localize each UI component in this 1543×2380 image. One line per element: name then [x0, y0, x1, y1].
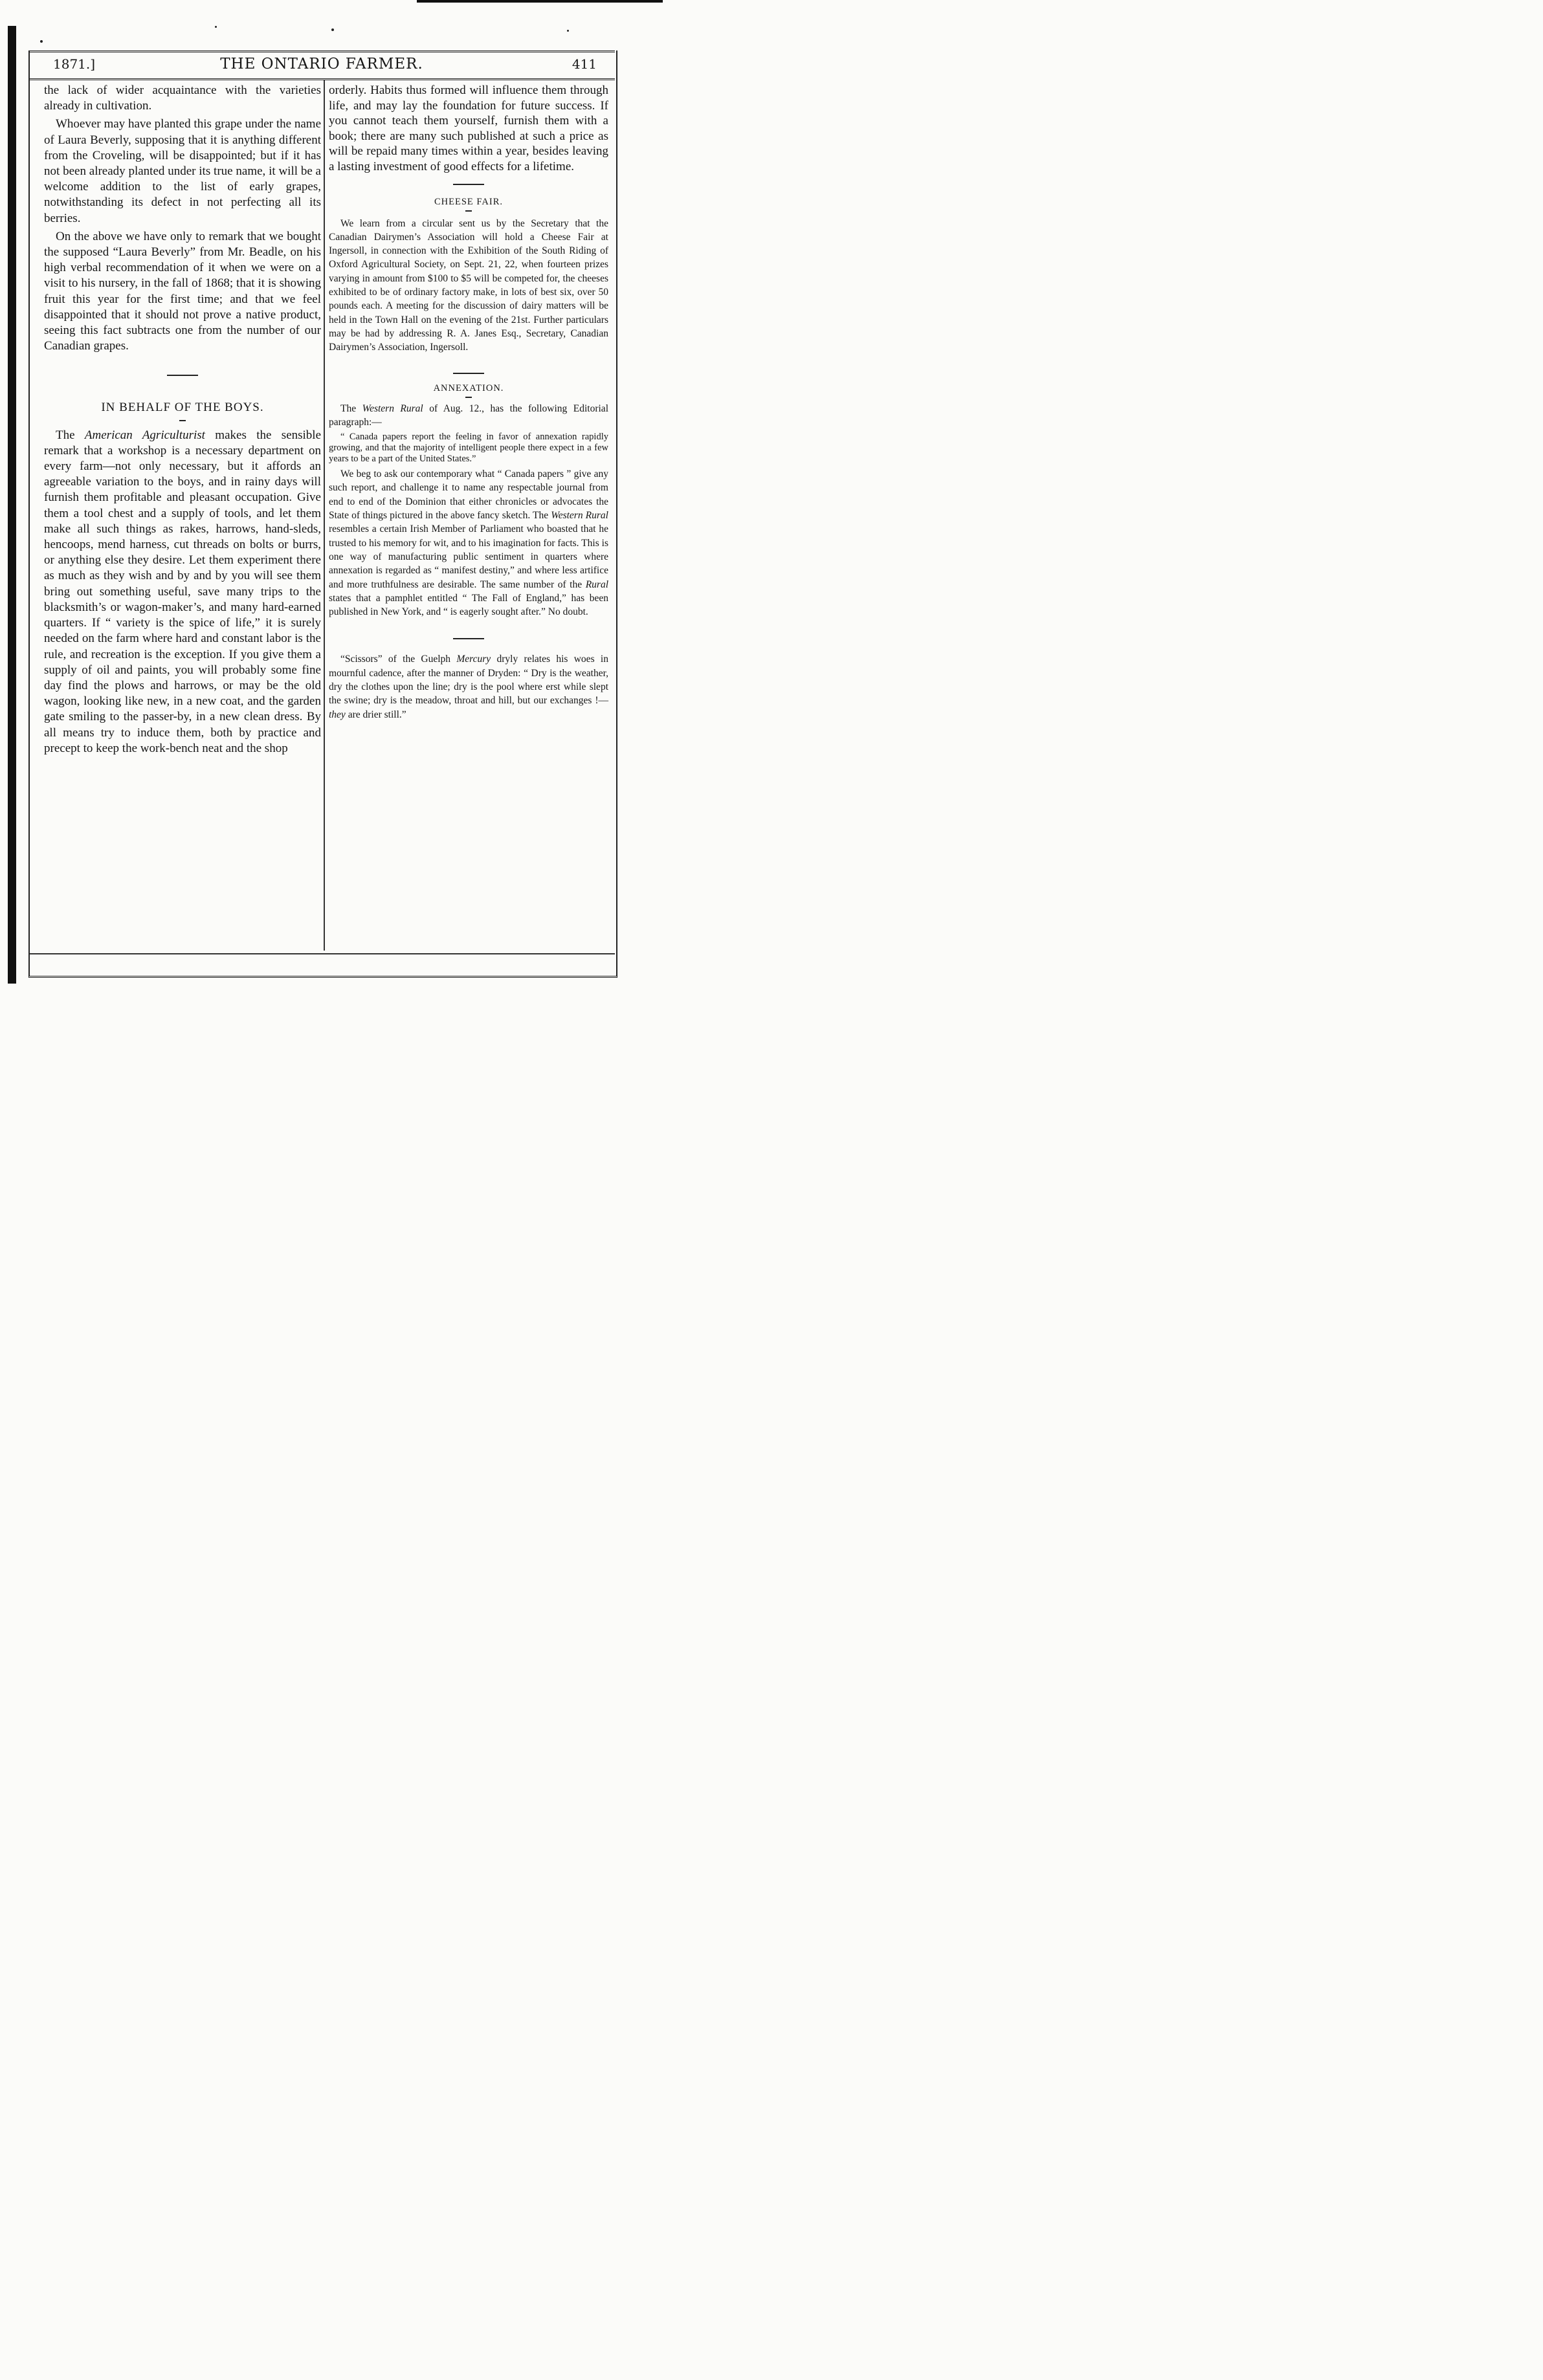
- ink-speck: [331, 28, 334, 31]
- cheese-fair-paragraph: We learn from a circular sent us by the Secretary that the Canadian Dairymen’s Association will hold a Cheese Fair at Ingersoll, in connection with the Exhibition of the South Riding of Oxford Agricultural Society, on Sept. 21, 22, when fourteen prizes varying in amount from $100 to $5 will be competed for, the cheeses exhibited to be of ordinary factory make, in lots of best six, over 50 pounds each. A meeting for the discussion of dairy matters will be held in the Town Hall on the evening of the 21st. Further particulars may be had by addressing R. A. Janes Esq., Secretary, Canadian Dairymen’s Association, Ingersoll.: [329, 217, 608, 353]
- heading-annexation: ANNEXATION.: [433, 382, 504, 393]
- section-divider: [453, 184, 484, 185]
- column-divider: [324, 80, 325, 951]
- grape-article-continuation: the lack of wider acquaintance with the varieties already in cultivation.: [44, 83, 321, 113]
- header-year: 1871.]: [53, 56, 96, 72]
- heading-tick: [179, 420, 186, 421]
- heading-behalf-of-boys: IN BEHALF OF THE BOYS.: [101, 401, 264, 415]
- annexation-intro: The Western Rural of Aug. 12., has the following Editorial paragraph:—: [329, 402, 608, 428]
- heading-tick: [465, 397, 472, 398]
- page-number: 411: [572, 56, 597, 72]
- annexation-quote: “ Canada papers report the feeling in favor of annexation rapidly growing, and that the majority of intelligent people there expect in a few years to be a part of the United States.”: [329, 432, 608, 465]
- footer-rule: [30, 953, 615, 954]
- ink-speck: [567, 30, 569, 32]
- left-column: [44, 83, 321, 756]
- ink-speck: [40, 40, 43, 43]
- right-column: [329, 83, 608, 722]
- section-divider: [453, 373, 484, 374]
- boys-article-conclusion: orderly. Habits thus formed will influence them through life, and may lay the foundation for future success. If you cannot teach them yourself, furnish them with a book; there are many such published at such a price as will be repaid many times within a year, besides leaving a lasting investment of good effects for a lifetime.: [329, 83, 608, 173]
- section-divider: [453, 638, 484, 639]
- header-title: THE ONTARIO FARMER.: [220, 56, 423, 72]
- editor-remark-paragraph: On the above we have only to remark that we bought the supposed “Laura Beverly” from Mr. Beadle, on his high verbal recommendation of it when we were on a visit to his nursery, in the fall of 1868; that it is showing fruit this year for the first time; and that we feel disappointed that it should not prove a native product, seeing this fact subtracts one from the number of our Canadian grapes.: [44, 229, 321, 353]
- top-edge-rule: [417, 0, 663, 3]
- heading-cheese-fair: CHEESE FAIR.: [434, 196, 503, 207]
- scissors-paragraph: “Scissors” of the Guelph Mercury dryly relates his woes in mournful cadence, after the manner of Dryden: “ Dry is the weather, dry the clothes upon the line; dry is the pool where erst while slept the swine; dry is the meadow, throat and hill, but our exchanges !—they are drier still.”: [329, 654, 608, 720]
- binding-edge: [8, 26, 16, 984]
- ink-speck: [215, 26, 217, 28]
- boys-article-paragraph: The American Agriculturist makes the sensible remark that a workshop is a necessary department on every farm—not only necessary, but it affords an agreeable variation to the boys, and in rainy days will furnish them profitable and pleasant occupation. Give them a tool chest and a supply of tools, and let them make all such things as rakes, harrows, hand-sleds, hencoops, mend harness, cut threads on bolts or burrs, or anything else they desire. Let them experiment there as much as they wish and by and by you will see them bring out something useful, save many trips to the blacksmith’s or wagon-maker’s, and many hard-earned quarters. If “ variety is the spice of life,” it is surely needed on the farm where hard and constant labor is the rule, and recreation is the exception. If you give them a supply of oil and paints, you will probably some fine day find the plows and harrows, or may be the old wagon, looking like new, in a new coat, and the garden gate smiling to the passer-by, in a new clean dress. By all means try to induce them, both by practice and precept to keep the work-bench neat and the shop: [44, 428, 322, 755]
- running-header: [28, 50, 615, 80]
- grape-article-paragraph: Whoever may have planted this grape under the name of Laura Beverly, supposing that it is anything different from the Croveling, will be disappointed; but if it has not been already planted under its true name, it will be a welcome addition to the list of early grapes, notwithstanding its defect in not perfecting all its berries.: [44, 117, 321, 225]
- section-divider: [167, 375, 198, 376]
- annexation-response: We beg to ask our contemporary what “ Canada papers ” give any such report, and challenge it to name any respectable journal from end to end of the Dominion that either chronicles or advocates the State of things pictured in the above fancy sketch. The Western Rural resembles a certain Irish Member of Parliament who boasted that he trusted to his memory for wit, and to his imagination for facts. This is one way of manufacturing public sentiment in quarters where annexation is regarded as “ manifest destiny,” and where less artifice and more truthfulness are desirable. The same number of the Rural states that a pamphlet entitled “ The Fall of England,” has been published in New York, and “ is eagerly sought after.” No doubt.: [329, 468, 608, 618]
- heading-tick: [465, 210, 472, 212]
